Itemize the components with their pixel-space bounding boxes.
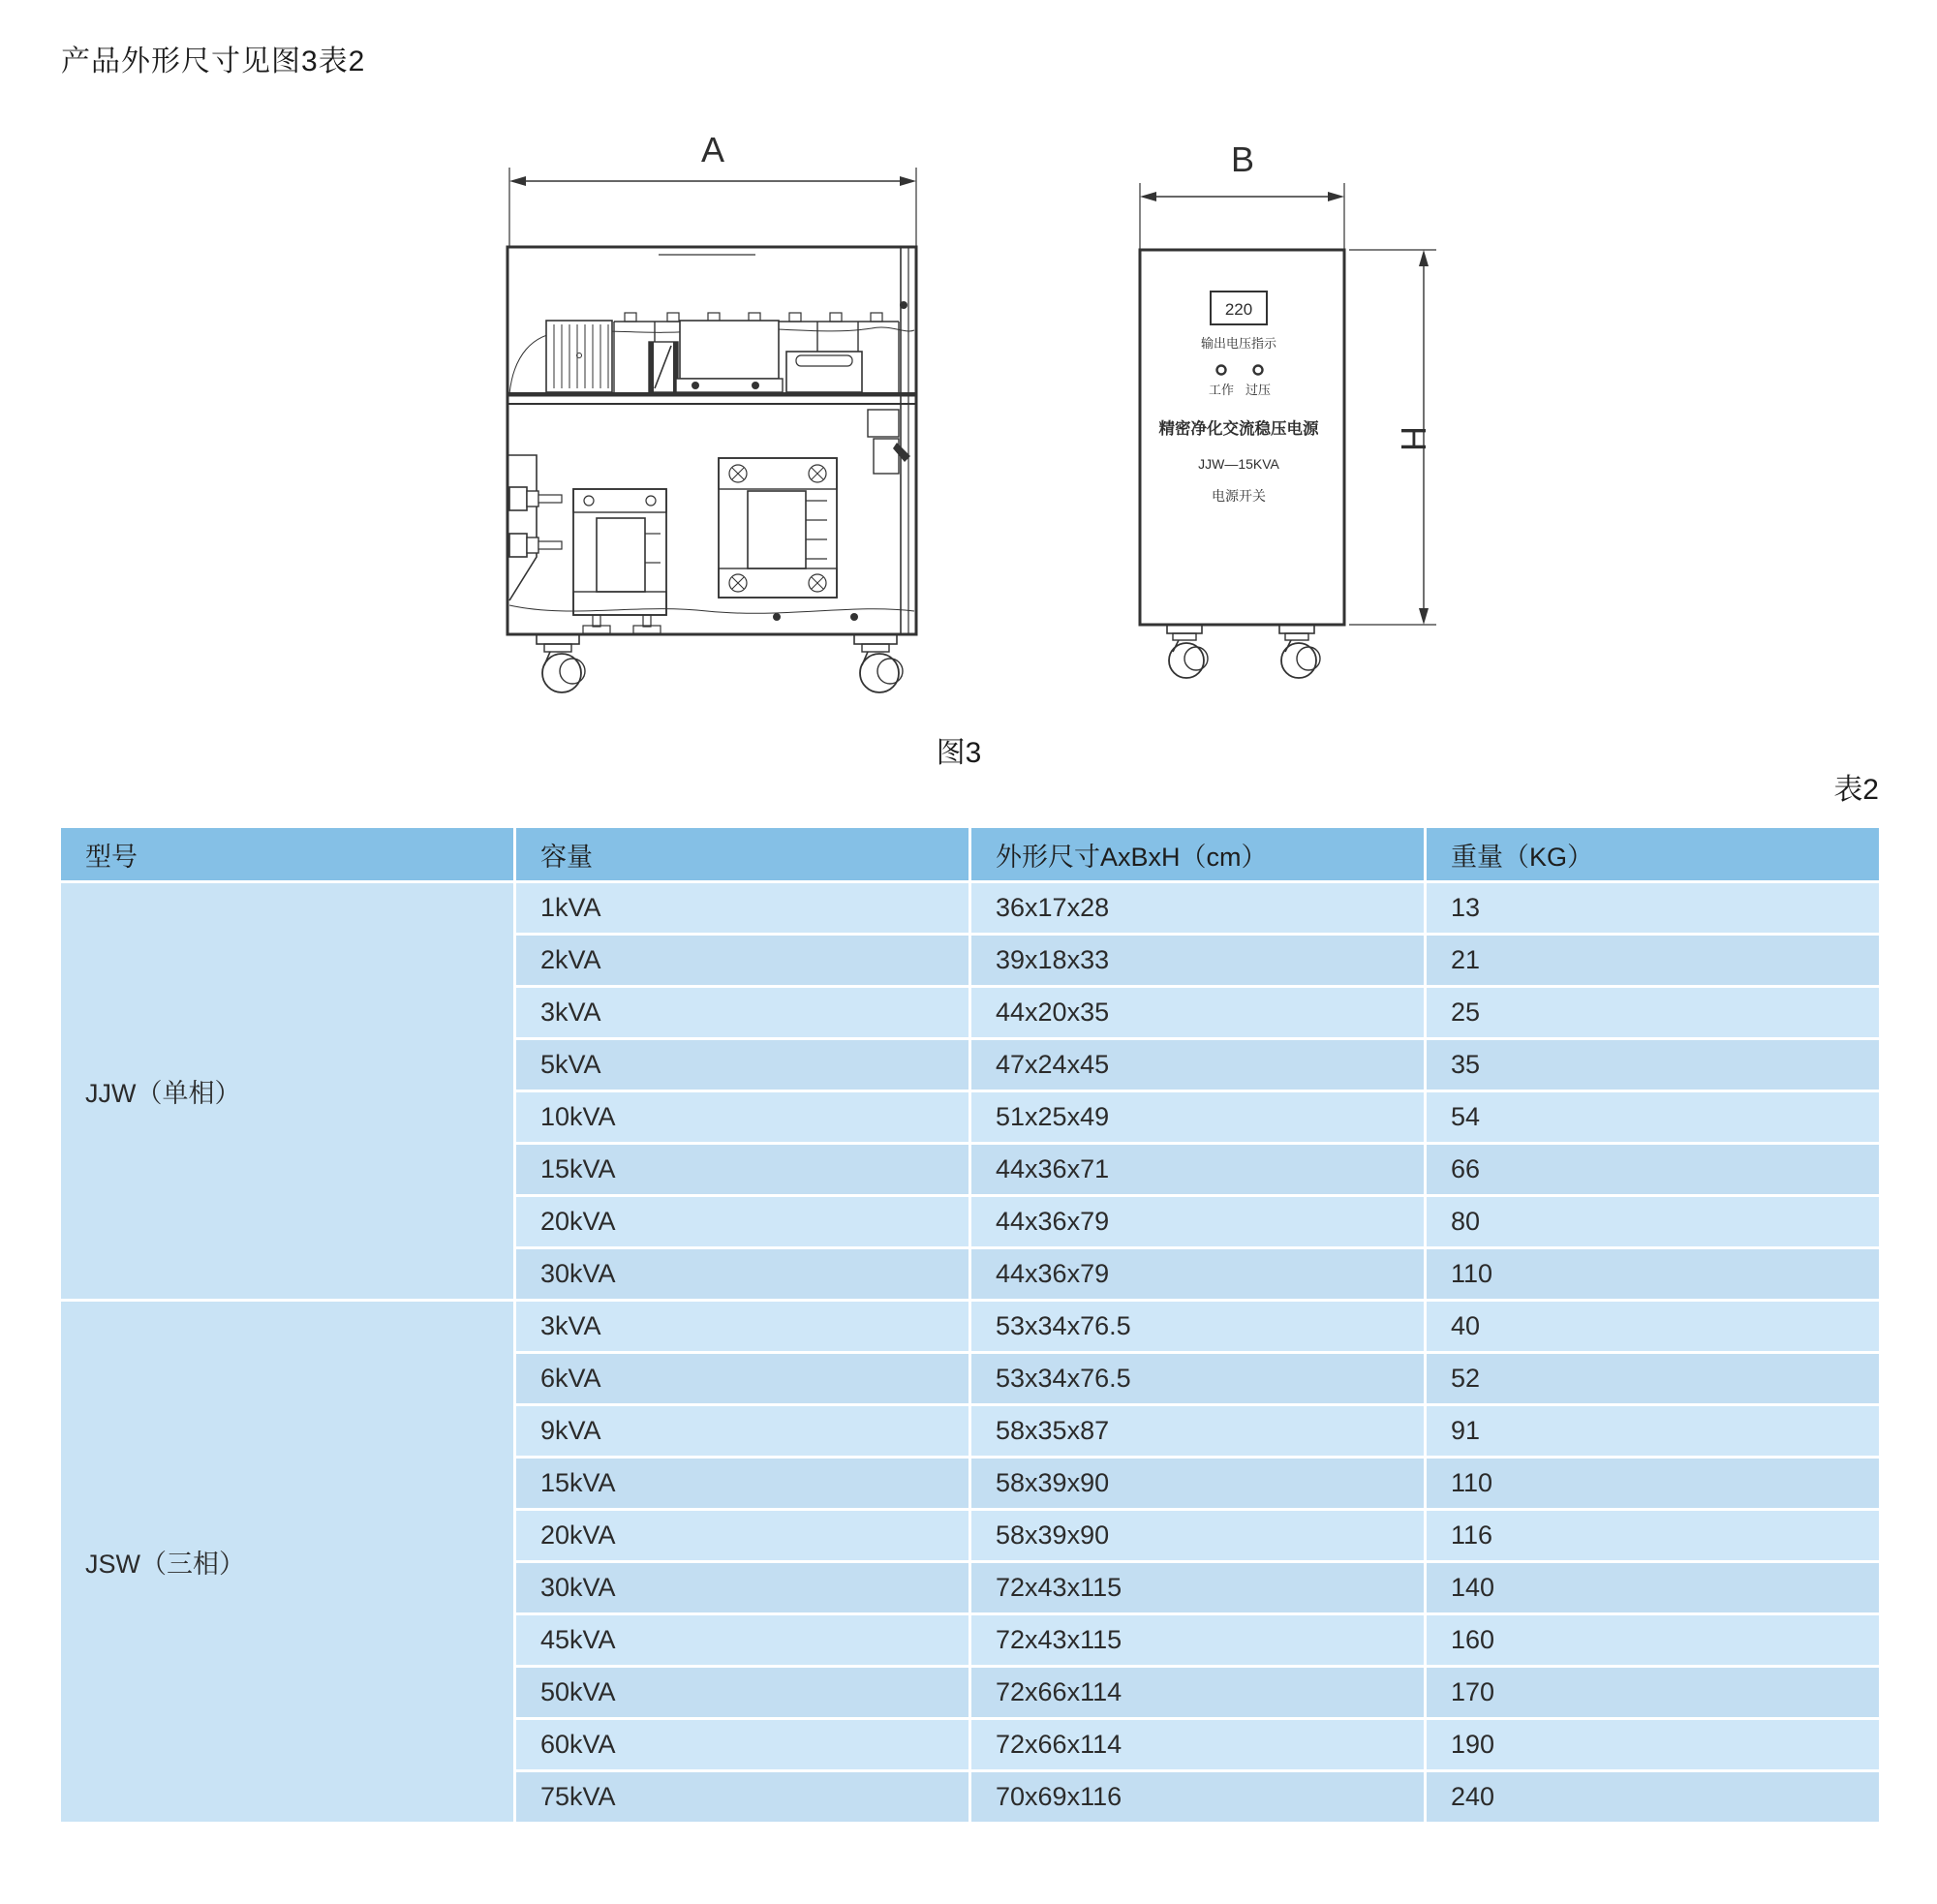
transformer-small <box>573 489 666 633</box>
voltmeter-value: 220 <box>1224 300 1253 319</box>
cell-weight: 35 <box>1427 1040 1879 1090</box>
cell-capacity: 10kVA <box>516 1092 968 1142</box>
cell-capacity: 3kVA <box>516 1302 968 1351</box>
heatsink <box>546 321 612 392</box>
cell-dimensions: 72x66x114 <box>971 1668 1424 1717</box>
cell-weight: 21 <box>1427 936 1879 985</box>
cell-dimensions: 36x17x28 <box>971 883 1424 933</box>
cell-capacity: 6kVA <box>516 1354 968 1403</box>
cell-capacity: 15kVA <box>516 1459 968 1508</box>
voltmeter-label: 输出电压指示 <box>1200 336 1277 351</box>
cell-weight: 54 <box>1427 1092 1879 1142</box>
dim-b-label: B <box>1230 139 1255 179</box>
cell-dimensions: 72x43x115 <box>971 1563 1424 1612</box>
cell-capacity: 20kVA <box>516 1511 968 1560</box>
cell-dimensions: 72x66x114 <box>971 1720 1424 1769</box>
model-group-cell-1: JSW（三相） <box>61 1302 513 1822</box>
cell-dimensions: 58x39x90 <box>971 1511 1424 1560</box>
caster-right <box>854 634 903 692</box>
model-label: JJW—15KVA <box>1198 456 1279 472</box>
caster-left <box>537 634 585 692</box>
lower-components <box>507 410 914 633</box>
cell-dimensions: 70x69x116 <box>971 1772 1424 1822</box>
dimension-a <box>509 130 916 247</box>
spec-table <box>61 828 1879 1822</box>
cell-capacity: 20kVA <box>516 1197 968 1246</box>
model-group-cell-0: JJW（单相） <box>61 883 513 1299</box>
cell-weight: 140 <box>1427 1563 1879 1612</box>
figure3-caption: 图3 <box>936 737 982 769</box>
figure3-open-view <box>416 102 939 702</box>
cell-weight: 40 <box>1427 1302 1879 1351</box>
table-header-3: 重量（KG） <box>1427 828 1879 880</box>
table-header-0: 型号 <box>61 828 513 880</box>
cell-weight: 116 <box>1427 1511 1879 1560</box>
cell-weight: 170 <box>1427 1668 1879 1717</box>
caster-front-left <box>1167 625 1208 678</box>
cell-weight: 110 <box>1427 1249 1879 1299</box>
control-box <box>676 321 783 392</box>
overvoltage-led <box>1254 366 1263 375</box>
cell-weight: 13 <box>1427 883 1879 933</box>
cell-weight: 240 <box>1427 1772 1879 1822</box>
cell-dimensions: 72x43x115 <box>971 1615 1424 1665</box>
cell-dimensions: 53x34x76.5 <box>971 1354 1424 1403</box>
overvoltage-led-label: 过压 <box>1245 383 1272 397</box>
work-led <box>1217 366 1226 375</box>
cell-weight: 160 <box>1427 1615 1879 1665</box>
cell-capacity: 1kVA <box>516 883 968 933</box>
cell-capacity: 5kVA <box>516 1040 968 1090</box>
cell-capacity: 3kVA <box>516 988 968 1037</box>
figure3-front-view <box>1090 102 1496 702</box>
cell-dimensions: 58x35x87 <box>971 1406 1424 1456</box>
dimension-h <box>1349 250 1436 625</box>
cell-dimensions: 44x36x71 <box>971 1145 1424 1194</box>
work-led-label: 工作 <box>1208 383 1235 397</box>
cell-capacity: 75kVA <box>516 1772 968 1822</box>
upper-components <box>509 313 914 394</box>
cell-dimensions: 58x39x90 <box>971 1459 1424 1508</box>
cell-weight: 91 <box>1427 1406 1879 1456</box>
cell-dimensions: 44x36x79 <box>971 1249 1424 1299</box>
dim-h-label: H <box>1394 426 1433 451</box>
table-header-2: 外形尺寸AxBxH（cm） <box>971 828 1424 880</box>
cell-capacity: 15kVA <box>516 1145 968 1194</box>
cell-dimensions: 51x25x49 <box>971 1092 1424 1142</box>
cabinet-open-outline <box>507 247 916 634</box>
cell-dimensions: 39x18x33 <box>971 936 1424 985</box>
dim-a-label: A <box>700 130 725 169</box>
cell-weight: 190 <box>1427 1720 1879 1769</box>
caster-front-right <box>1279 625 1320 678</box>
terminal-connectors <box>509 487 562 557</box>
cell-dimensions: 44x20x35 <box>971 988 1424 1037</box>
cell-capacity: 45kVA <box>516 1615 968 1665</box>
cell-weight: 66 <box>1427 1145 1879 1194</box>
cell-dimensions: 47x24x45 <box>971 1040 1424 1090</box>
cell-weight: 25 <box>1427 988 1879 1037</box>
cell-capacity: 30kVA <box>516 1563 968 1612</box>
capacitor-box <box>786 352 862 392</box>
cell-capacity: 60kVA <box>516 1720 968 1769</box>
transformer-large <box>719 458 837 598</box>
cell-dimensions: 53x34x76.5 <box>971 1302 1424 1351</box>
relay-component <box>649 342 678 392</box>
latch-bracket <box>868 410 910 474</box>
cell-weight: 80 <box>1427 1197 1879 1246</box>
cell-capacity: 30kVA <box>516 1249 968 1299</box>
front-panel <box>1159 292 1320 504</box>
page-title: 产品外形尺寸见图3表2 <box>61 46 366 77</box>
dimension-b <box>1140 139 1344 250</box>
cell-capacity: 9kVA <box>516 1406 968 1456</box>
cell-capacity: 50kVA <box>516 1668 968 1717</box>
product-name-label: 精密净化交流稳压电源 <box>1158 420 1319 438</box>
cabinet-shelf <box>507 392 916 404</box>
cell-dimensions: 44x36x79 <box>971 1197 1424 1246</box>
table-header-1: 容量 <box>516 828 968 880</box>
power-switch-label: 电源开关 <box>1212 488 1266 504</box>
cell-weight: 52 <box>1427 1354 1879 1403</box>
table2-label: 表2 <box>1833 774 1879 806</box>
cell-weight: 110 <box>1427 1459 1879 1508</box>
cell-capacity: 2kVA <box>516 936 968 985</box>
